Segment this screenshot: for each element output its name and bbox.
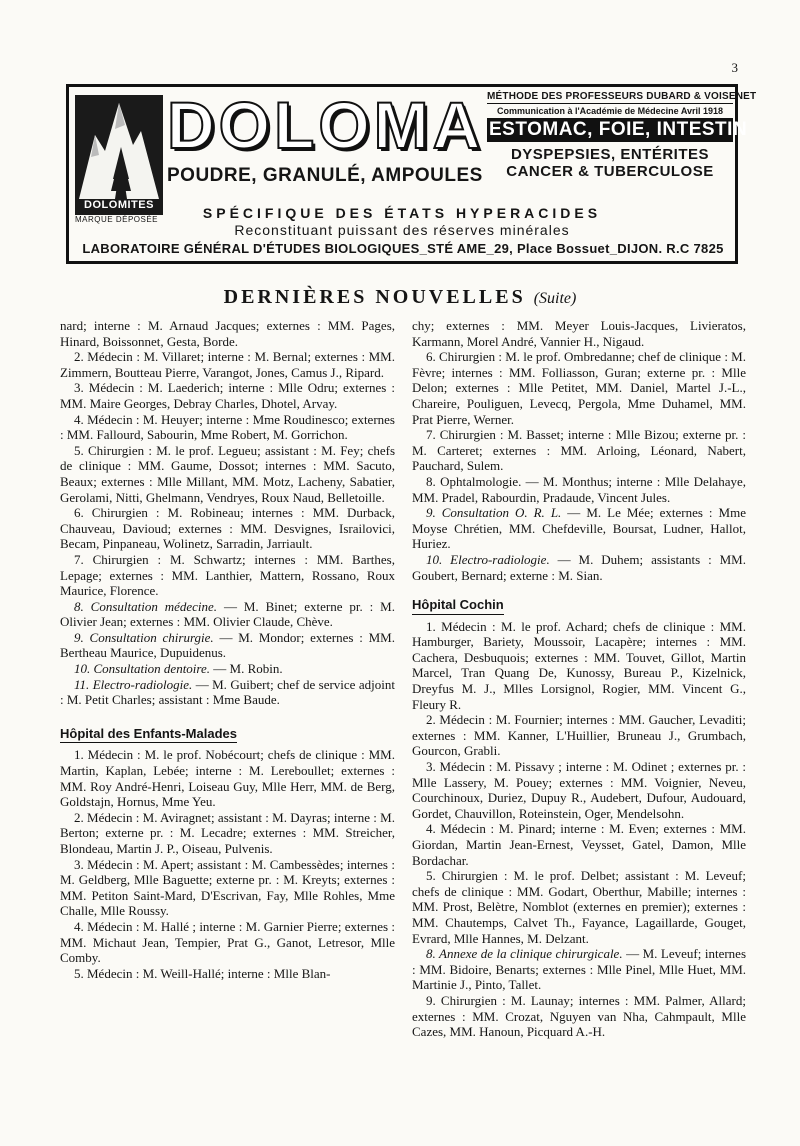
- product-forms: POUDRE, GRANULÉ, AMPOULES: [167, 165, 483, 186]
- paragraph: 5. Médecin : M. Weill-Hallé; interne : Mlle Blan-: [74, 965, 331, 981]
- italic-label: 8. Annexe de la clinique chirurgicale.: [426, 946, 623, 962]
- paragraph: 1. Médecin : M. le prof. Achard; chefs de clinique : MM. Hamburger, Bariety, Moussoir, Lacapère; internes : MM. Cachera, Desbuquois; externes : MM. Touvet, Gillot, Martin Marcel, Tran Quang De, Kunossy, Bureau P., Kizelnick, Dreyfus M. J., Mlles Lorsignol, Rogier, MM. Vincent G., Fleury R.: [412, 618, 746, 712]
- communication-line: Communication à l'Académie de Médecine Avril 1918: [496, 106, 724, 116]
- italic-label: 9. Consultation chirurgie.: [74, 629, 214, 645]
- paragraph: 3. Médecin : M. Apert; assistant : M. Cambessèdes; internes : M. Geldberg, Mlle Baguette; externe pr. : M. Kreyts; externes : MM. Petiton Saint-Mard, D'Escrivan, Fay, Mlle Rohles, Mme Challe, Mlle Roussy.: [60, 856, 395, 919]
- italic-label: 9. Consultation O. R. L.: [426, 505, 562, 521]
- indications-block: [487, 91, 757, 180]
- specific-line: SPÉCIFIQUE DES ÉTATS HYPERACIDES: [202, 205, 602, 221]
- paragraph-text: — M. Leveuf; internes : MM. Bidoire, Benarts; externes : Mlle Pinel, Mlle Huet, MM. Martinie J., Pinto, Tallet.: [412, 946, 746, 993]
- paragraph: 5. Chirurgien : M. le prof. Delbet; assistant : M. Leveuf; chefs de clinique : MM. Godart, Oberthur, Mabille; internes : MM. Prost, Belètre, Nomblot (externes en premier); externes : MM. Chautemps, Calvet Th., Fayance, Lagaillarde, Gouget, Evrard, Mlle Hannes, M. Delzant.: [412, 868, 746, 946]
- diseases-line-2: CANCER & TUBERCULOSE: [506, 163, 714, 180]
- paragraph: 7. Chirurgien : M. Basset; interne : Mlle Bizou; externe pr. : M. Carteret; externes : MM. Arloing, Léonard, Nabert, Pauchard, Sulem.: [412, 427, 746, 474]
- logo-label: DOLOMITES: [84, 199, 154, 211]
- hospital-heading-cochin: Hôpital Cochin: [412, 597, 504, 615]
- paragraph-text: — M. Binet; externe pr. : M. Olivier Jean; externes : MM. Olivier Claude, Chève.: [60, 598, 395, 630]
- paragraph-text: — M. Robin.: [210, 661, 283, 677]
- paragraph: [412, 505, 746, 552]
- paragraph: 1. Médecin : M. le prof. Nobécourt; chefs de clinique : MM. Martin, Kaplan, Lebée; interne : M. Lereboullet; externes : MM. Roy André-Henri, Loiseau Guy, Mlle Herr, MM. de Berg, Goldstajn, Hornus, Mme Yeu.: [60, 747, 395, 810]
- paragraph: 6. Chirurgien : M. le prof. Ombredanne; chef de clinique : M. Fèvre; internes : MM. Folliasson, Guran; externe pr. : Mlle Delon; externes : Mlle Petitet, MM. Daniel, Martel J.-L., Chareire, Pouliguen, Levecq, Pergola, Mme Duhamel, MM. Prat Pierre, Werner.: [412, 349, 746, 427]
- paragraph-text: — M. Duhem; assistants : MM. Goubert, Bernard; externe : M. Sian.: [412, 551, 746, 583]
- method-line: MÉTHODE DES PROFESSEURS DUBARD & VOISENET: [487, 91, 757, 102]
- left-column: [60, 318, 395, 981]
- page-number: 3: [731, 60, 738, 75]
- paragraph-text: — M. Guibert; chef de service adjoint : M. Petit Charles; assistant : Mme Baude.: [60, 676, 395, 708]
- paragraph: 4. Médecin : M. Heuyer; interne : Mme Roudinesco; externes : MM. Fallourd, Sabourin, Mme Robert, M. Gorrichon.: [60, 411, 395, 443]
- paragraph: 4. Médecin : M. Hallé ; interne : M. Garnier Pierre; externes : MM. Michaut Jean, Tempier, Prat G., Ganot, Letresor, Mlle Comby.: [60, 918, 395, 966]
- section-title: [0, 286, 800, 309]
- paragraph: 2. Médecin : M. Fournier; internes : MM. Gaucher, Levaditi; externes : MM. Kanner, L'Huillier, Bruneau J., Grumbach, Gourcon, Grabli.: [412, 712, 746, 759]
- paragraph: nard; interne : M. Arnaud Jacques; externes : MM. Pages, Hinard, Boissonnet, Gesta, Borde.: [60, 318, 395, 349]
- paragraph: 5. Chirurgien : M. le prof. Legueu; assistant : M. Fey; chefs de clinique : MM. Gaume, Dossot; internes : MM. Sacuto, Beaux; externes : Mlle Millant, MM. Motz, Lacheny, Sabatier, Gerolami, Nitti, Ghelmann, Vendryes, Roux Naud, Belletoille.: [60, 442, 395, 505]
- paragraph: 3. Médecin : M. Laederich; interne : Mlle Odru; externes : MM. Maire Georges, Debray Charles, Dhotel, Arvay.: [60, 380, 395, 411]
- paragraph: 6. Chirurgien : M. Robineau; internes : MM. Durback, Chauveau, Davioud; externes : MM. Desvignes, Israilovici, Becam, Pinpaneau, Wolinetz, Sarradin, Jarriault.: [60, 505, 395, 552]
- reconstituant-line: Reconstituant puissant des réserves minérales: [234, 222, 570, 238]
- italic-label: 10. Consultation dentoire.: [74, 661, 211, 677]
- paragraph: [412, 552, 746, 583]
- paragraph-text: — M. Mondor; externes : MM. Bertheau Maurice, Dupuidenus.: [60, 629, 395, 661]
- right-column: [412, 318, 746, 1040]
- paragraph: [412, 946, 746, 993]
- trademark-note: MARQUE DÉPOSÉE: [75, 215, 159, 224]
- italic-label: 11. Electro-radiologie.: [74, 676, 193, 692]
- paragraph: 2. Médecin : M. Villaret; interne : M. Bernal; externes : MM. Zimmern, Boutteau Pierre, Varangot, Jones, Camus J., Ripard.: [60, 349, 395, 380]
- paragraph: chy; externes : MM. Meyer Louis-Jacques, Livieratos, Karmann, Morel André, Vannier H., Nigaud.: [412, 318, 746, 349]
- organs-banner: ESTOMAC, FOIE, INTESTIN: [489, 119, 748, 140]
- italic-label: 8. Consultation médecine.: [74, 598, 218, 614]
- doloma-advertisement: [66, 84, 757, 264]
- hospital-heading-enfants-malades: Hôpital des Enfants-Malades: [60, 726, 237, 744]
- section-suite: (Suite): [533, 290, 577, 307]
- mountain-icon: [75, 95, 163, 199]
- paragraph: 8. Ophtalmologie. — M. Monthus; interne : Mlle Delahaye, MM. Pradel, Rabourdin, Pradaude, Vincent Jules.: [412, 473, 746, 505]
- italic-label: 10. Electro-radiologie.: [426, 551, 550, 567]
- paragraph: [60, 599, 395, 630]
- paragraph: 3. Médecin : M. Pissavy ; interne : M. Odinet ; externes pr. : Mlle Lassery, M. Pouey; externes : MM. Voignier, Neveu, Courchinoux, Duriez, Dupuy R., Audebert, Dufour, Audouard, Gordet, Chauvillon, Roteinstein, Oger, Mendelsohn.: [412, 759, 746, 821]
- paragraph-text: — M. Le Mée; externes : Mme Moyse Chrétien, MM. Chefdeville, Boursat, Ludner, Hallot, Huriez.: [412, 505, 746, 552]
- section-title-text: DERNIÈRES NOUVELLES: [223, 286, 526, 308]
- paragraph: [60, 661, 395, 677]
- paragraph: [60, 630, 395, 661]
- paragraph: 7. Chirurgien : M. Schwartz; internes : MM. Barthes, Lepage; externes : MM. Lanthier, Mattern, Rossano, Roux Maurice, Florence.: [60, 551, 395, 599]
- brand-name: DOLOMA: [167, 88, 485, 162]
- mountain-logo: [75, 95, 163, 215]
- paragraph: [60, 677, 395, 708]
- diseases-line-1: DYSPEPSIES, ENTÉRITES: [510, 146, 710, 163]
- paragraph: 9. Chirurgien : M. Launay; internes : MM. Palmer, Allard; externes : MM. Crozat, Nguyen van Nha, Cahmpault, Mlle Cazes, MM. Hanoun, Picquard A.-H.: [412, 992, 746, 1040]
- paragraph: 2. Médecin : M. Aviragnet; assistant : M. Dayras; interne : M. Berton; externe pr. : M. Lecadre; externes : MM. Streicher, Blondeau, Martin J. P., Oiseau, Pulvenis.: [60, 809, 395, 856]
- paragraph: 4. Médecin : M. Pinard; interne : M. Even; externes : MM. Giordan, Martin Jean-Ernest, Veysset, Gatel, Damon, Mlle Bordachar.: [412, 821, 746, 868]
- laboratory-line: LABORATOIRE GÉNÉRAL D'ÉTUDES BIOLOGIQUES_STÉ AME_29, Place Bossuet_DIJON. R.C 7825: [82, 241, 724, 256]
